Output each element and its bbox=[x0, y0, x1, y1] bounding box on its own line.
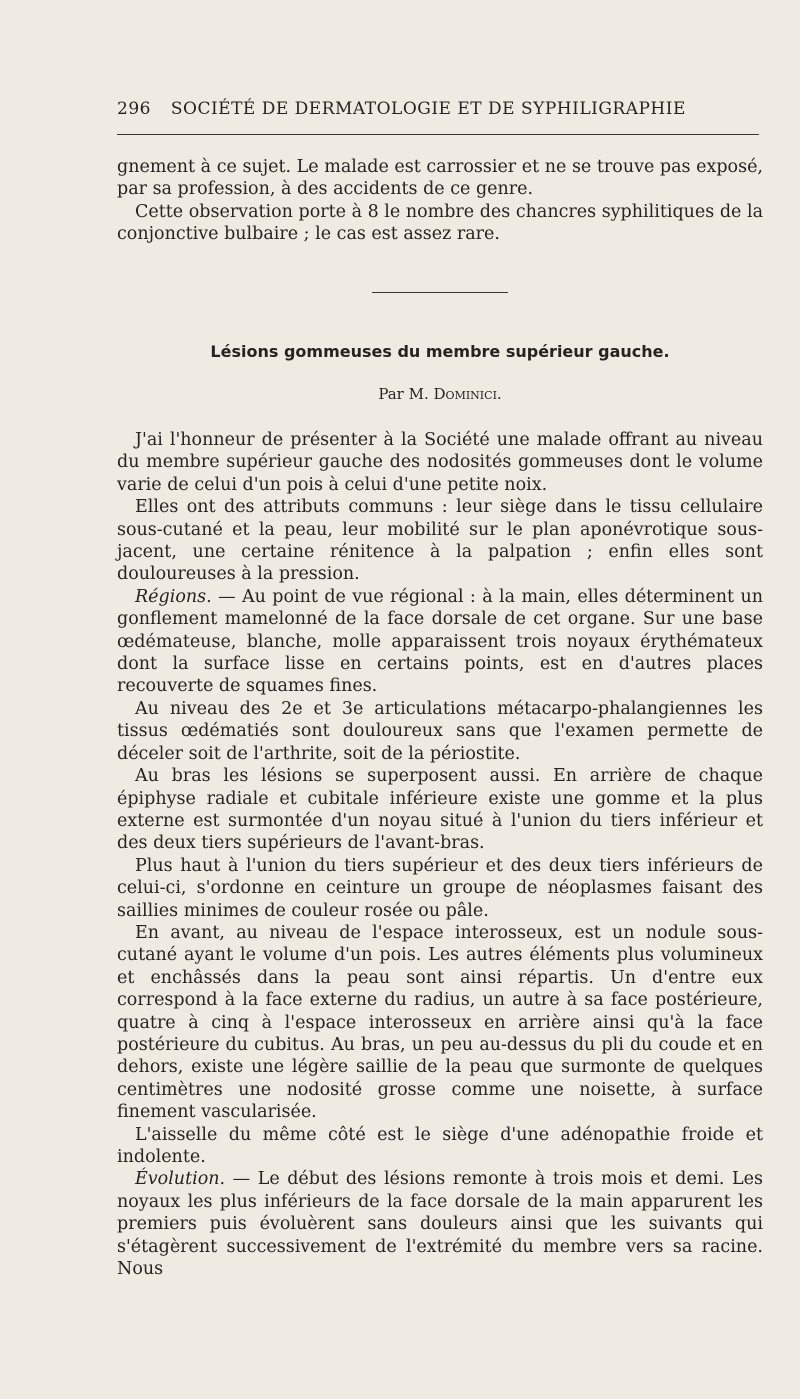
paragraph: Au niveau des 2e et 3e articulations métacarpo-phalangiennes les tissus œdématiés sont douloureux sans que l'examen permette de déceler soit de l'arthrite, soit de la périostite. bbox=[117, 698, 763, 764]
paragraph: Elles ont des attributs communs : leur siège dans le tissu cellulaire sous-cutané et la peau, leur mobilité sur le plan aponévrotique sous-jacent, une certaine rénitence à la palpation ; enfin elles sont douloureuses à la pression. bbox=[117, 497, 763, 585]
paragraph-text: — Au point de vue régional : à la main, elles déterminent un gonflement mamelonné de la face dorsale de cet organe. Sur une base œdémateuse, blanche, molle apparaissent trois noyaux érythémateux dont la surface lisse en certains points, est en d'autres places recouverte de squames fines. bbox=[117, 586, 763, 697]
running-title: SOCIÉTÉ DE DERMATOLOGIE ET DE SYPHILIGRAPHIE bbox=[170, 99, 686, 119]
paragraph bbox=[117, 1168, 763, 1280]
paragraph: J'ai l'honneur de présenter à la Société une malade offrant au niveau du membre supérieur gauche des nodosités gommeuses dont le volume varie de celui d'un pois à celui d'une petite noix. bbox=[117, 430, 763, 495]
paragraph-text: — Le début des lésions remonte à trois mois et demi. Les noyaux les plus inférieurs de la face dorsale de la main apparurent les premiers puis évoluèrent sans douleurs ainsi que les suivants qui s'étagèrent successivement de l'extrémité du membre vers sa racine. Nous bbox=[117, 1169, 763, 1280]
header-rule bbox=[117, 134, 759, 135]
byline bbox=[117, 385, 763, 403]
article-title: Lésions gommeuses du membre supérieur gauche. bbox=[210, 342, 670, 361]
paragraph: Au bras les lésions se superposent aussi. En arrière de chaque épiphyse radiale et cubitale inférieure existe une gomme et la plus externe est surmontée d'un noyau situé à l'union du tiers inférieur et des deux tiers supérieurs de l'avant-bras. bbox=[117, 766, 763, 854]
running-header bbox=[117, 99, 759, 119]
paragraph: Cette observation porte à 8 le nombre des chancres syphilitiques de la conjonctive bulbaire ; le cas est assez rare. bbox=[117, 201, 763, 245]
article-body bbox=[117, 429, 763, 1280]
paragraph: L'aisselle du même côté est le siège d'une adénopathie froide et indolente. bbox=[117, 1124, 763, 1167]
previous-article-text bbox=[117, 156, 763, 246]
author-name: Dominici. bbox=[433, 385, 502, 403]
section-label: Évolution. bbox=[135, 1169, 226, 1190]
section-separator bbox=[372, 292, 508, 293]
byline-prefix: Par M. bbox=[378, 385, 429, 403]
paragraph bbox=[117, 586, 763, 698]
paragraph: Plus haut à l'union du tiers supérieur et des deux tiers inférieurs de celui-ci, s'ordonne en ceinture un groupe de néoplasmes faisant des saillies minimes de couleur rosée ou pâle. bbox=[117, 855, 763, 921]
section-label: Régions. bbox=[135, 586, 212, 607]
paragraph: En avant, au niveau de l'espace interosseux, est un nodule sous-cutané ayant le volume d'un pois. Les autres éléments plus volumineux et enchâssés dans la peau sont ainsi répartis. Un d'entre eux correspond à la face externe du radius, un autre à sa face postérieure, quatre à cinq à l'espace interosseux en arrière ainsi qu'à la face postérieure du cubitus. Au bras, un peu au-dessus du pli du coude et en dehors, existe une légère saillie de la peau que surmonte de quelques centimètres une nodosité grosse comme une noisette, à surface finement vascularisée. bbox=[117, 922, 763, 1123]
page-number: 296 bbox=[117, 99, 151, 119]
paragraph: gnement à ce sujet. Le malade est carrossier et ne se trouve pas exposé, par sa profession, à des accidents de ce genre. bbox=[117, 157, 763, 200]
